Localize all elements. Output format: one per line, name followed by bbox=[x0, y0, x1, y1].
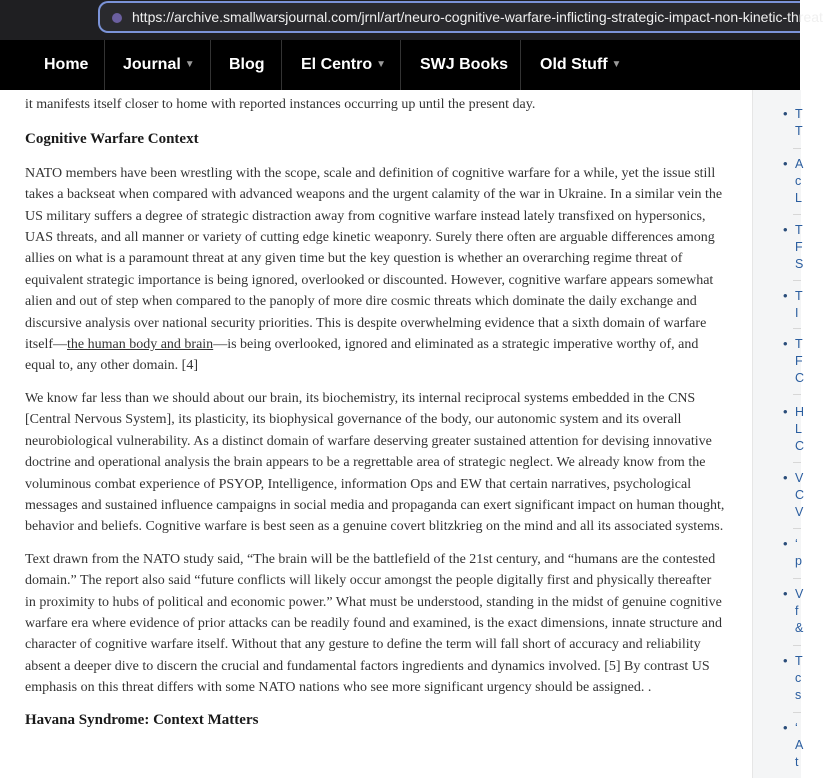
sidebar-link-text[interactable]: V f & bbox=[795, 587, 804, 635]
site-navbar bbox=[0, 40, 800, 90]
chevron-down-icon: ▼ bbox=[611, 59, 622, 70]
chevron-down-icon: ▼ bbox=[376, 59, 387, 70]
nav-el-centro[interactable] bbox=[301, 40, 386, 90]
bullet-icon: • bbox=[783, 586, 788, 601]
sidebar-divider bbox=[793, 645, 801, 646]
nav-divider bbox=[281, 40, 282, 90]
human-body-brain-link[interactable]: the human body and brain bbox=[67, 337, 214, 353]
nav-home[interactable] bbox=[44, 40, 88, 90]
paragraph-2: We know far less than we should about our brain, its biochemistry, its internal reciprocal systems embedded in the CNS [Central Nervous System], its plasticity, its biophysical governance of the body, our autonomic system and its overall neurobiological vulnerability. As a distinct domain of warfare deserving greater sustained attention for devising innovative doctrine and operational analysis the brain appears to be a regrettable area of strategic neglect. We already know from the voluminous combat experience of PSYOP, Intelligence, information Ops and EW that certain narratives, psychological messages and sustained influence campaigns in social media and propaganda can exert significant impact on human thought, behavior and beliefs. Cognitive warfare is best seen as a genuine covert blitzkrieg on the mind and all its associated systems. bbox=[25, 390, 725, 535]
bullet-icon: • bbox=[783, 536, 788, 551]
sidebar-link-text[interactable]: ‘ p bbox=[795, 537, 802, 568]
intro-line: it manifests itself closer to home with reported instances occurring up until the present day. bbox=[25, 97, 536, 112]
nav-blog[interactable] bbox=[229, 40, 265, 90]
nav-el-centro-label: El Centro bbox=[301, 56, 373, 73]
nav-swj-books[interactable] bbox=[420, 40, 508, 90]
section-heading-havana-syndrome: Havana Syndrome: Context Matters bbox=[25, 711, 259, 728]
bullet-icon: • bbox=[783, 156, 788, 171]
paragraph-1-text-end: —is being overlooked, ignored and eliminated as a strategic imperative worthy of, and equal to, any other domain. [4] bbox=[25, 337, 699, 374]
paragraph-1 bbox=[25, 163, 725, 377]
url-text[interactable]: https://archive.smallwarsjournal.com/jrnl/art/neuro-cognitive-warfare-inflicting-strategic-impact-non-kinetic-threat bbox=[132, 9, 823, 25]
paragraph-1-text: NATO members have been wrestling with the scope, scale and definition of cognitive warfare for a while, yet the issue still takes a backseat when compared with advanced weapons and the urgent calamity of the war in Ukraine. In a similar vein the US military suffers a degree of strategic distraction away from cognitive warfare instead lately transfixed on hypersonics, UAS threats, and all manner or variety of cutting edge kinetic weaponry. Surely there often are arguable differences among allies on what is a paramount threat at any given time but the key question is whether an overarching regime threat of equivalent strategic importance is being ignored, overlooked or discounted. However, cognitive warfare appears somewhat alien and out of step when compared to the panoply of more dire cosmic threats which dominate the daily exchange and discursive analysis over national security priorities. This is despite overwhelming evidence that a sixth domain of warfare itself— bbox=[25, 165, 723, 353]
sidebar-link-text[interactable]: T T bbox=[795, 107, 803, 138]
nav-divider bbox=[210, 40, 211, 90]
sidebar-divider bbox=[793, 148, 801, 149]
sidebar-link-text[interactable]: ‘ A t bbox=[795, 721, 804, 769]
nav-blog-label: Blog bbox=[229, 56, 265, 73]
sidebar-divider bbox=[793, 578, 801, 579]
paragraph-3: Text drawn from the NATO study said, “The brain will be the battlefield of the 21st century, and “humans are the contested domain.” The report also said “future conflicts will likely occur amongst the people digitally first and physically thereafter in proximity to hubs of political and economic power.” What must be understood, standing in the midst of genuine cognitive warfare era where evidence of prior attacks can be readily found and examined, is the exact dimensions, innate structure and character of cognitive warfare itself. Without that any gesture to define the term will fall short of accuracy and reliability absent a deeper dive to discern the crucial and fundamental factors ingredients and dynamics involved. [5] By contrast US emphasis on this threat differs with some NATO nations who see more significant urgency should be assigned. . bbox=[25, 551, 722, 696]
bullet-icon: • bbox=[783, 720, 788, 735]
bullet-icon: • bbox=[783, 470, 788, 485]
bullet-icon: • bbox=[783, 222, 788, 237]
nav-old-stuff[interactable] bbox=[540, 40, 621, 90]
nav-swj-books-label: SWJ Books bbox=[420, 56, 509, 73]
nav-journal-label: Journal bbox=[123, 56, 181, 73]
section-heading-cognitive-warfare-context: Cognitive Warfare Context bbox=[25, 131, 199, 148]
bullet-icon: • bbox=[783, 288, 788, 303]
sidebar-link-text[interactable]: T F S bbox=[795, 223, 804, 271]
sidebar-link-text[interactable]: V C V bbox=[795, 471, 805, 519]
sidebar-link-text[interactable]: T I bbox=[795, 289, 803, 320]
nav-divider bbox=[104, 40, 105, 90]
sidebar-link-text[interactable]: A c L bbox=[795, 157, 804, 205]
nav-old-stuff-label: Old Stuff bbox=[540, 56, 608, 73]
sidebar-divider bbox=[793, 712, 801, 713]
sidebar-link-text[interactable]: H L C bbox=[795, 405, 805, 453]
bullet-icon: • bbox=[783, 404, 788, 419]
nav-home-label: Home bbox=[44, 56, 89, 73]
bullet-icon: • bbox=[783, 653, 788, 668]
nav-divider bbox=[520, 40, 521, 90]
sidebar-related-links bbox=[752, 90, 805, 778]
sidebar-divider bbox=[793, 280, 801, 281]
nav-divider bbox=[400, 40, 401, 90]
sidebar-divider bbox=[793, 394, 801, 395]
browser-toolbar bbox=[0, 0, 823, 40]
bullet-icon: • bbox=[783, 336, 788, 351]
sidebar-link-text[interactable]: T c s bbox=[795, 654, 803, 702]
site-info-icon[interactable] bbox=[112, 13, 122, 23]
article-body bbox=[25, 90, 725, 731]
sidebar-divider bbox=[793, 214, 801, 215]
sidebar-link-text[interactable]: T F C bbox=[795, 337, 805, 385]
chevron-down-icon: ▼ bbox=[184, 59, 195, 70]
bullet-icon: • bbox=[783, 106, 788, 121]
address-bar[interactable] bbox=[98, 1, 823, 33]
sidebar-divider bbox=[793, 328, 801, 329]
sidebar-divider bbox=[793, 528, 801, 529]
nav-journal[interactable] bbox=[123, 40, 195, 90]
sidebar-divider bbox=[793, 462, 801, 463]
